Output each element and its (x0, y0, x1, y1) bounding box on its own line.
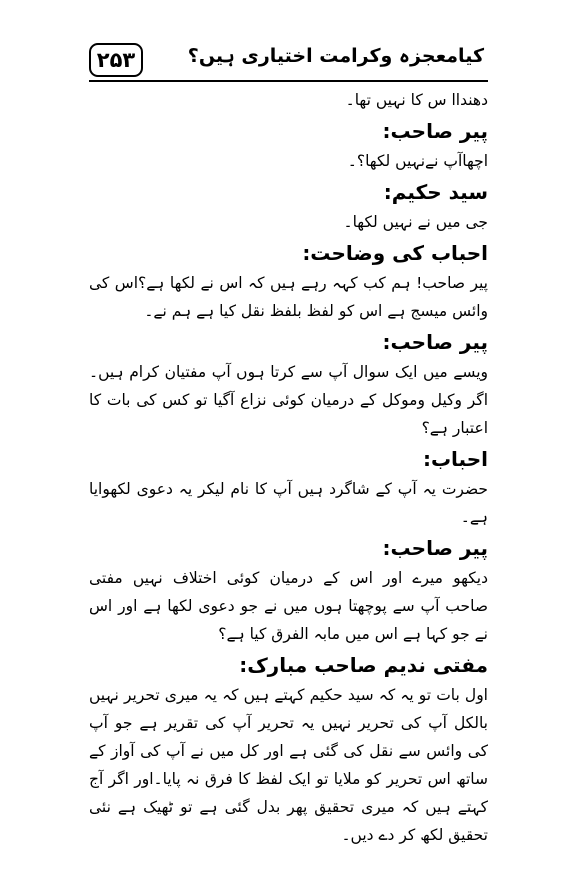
paragraph: اول بات تو یہ کہ سید حکیم کہتے ہیں کہ یہ میری تحریر نہیں بالکل آپ کی تحریر نہیں یہ تحریر آپ کی تقریر ہے جو آپ کی وائس سے نقل کی گئی ہے اور کل میں نے آپ کی آواز کے ساتھ اس تحریر کو ملایا تو ایک لفظ کا فرق نہ پایا۔اور اگر آج کہتے ہیں کہ میری تحقیق پھر بدل گئی ہے تو ٹھیک ہے نئی تحقیق لکھ کر دے دیں۔ (89, 686, 488, 844)
running-title: کیامعجزہ وکرامت اختیاری ہیں؟ (187, 45, 484, 67)
paragraph: دھنداا س کا نہیں تھا۔ (345, 91, 488, 109)
page-body (89, 86, 488, 849)
paragraph: حضرت یہ آپ کے شاگرد ہیں آپ کا نام لیکر یہ دعوی لکھوایا ہے۔ (89, 480, 488, 526)
paragraph: دیکھو میرے اور اس کے درمیان کوئی اختلاف نہیں مفتی صاحب آپ سے پوچھتا ہوں میں نے جو دعوی لکھا ہے اور اس نے جو کہا ہے اس میں مابہ الفرق کیا ہے؟ (89, 569, 488, 643)
speaker-heading: پیر صاحب: (382, 119, 488, 143)
speaker-heading: پیر صاحب: (382, 536, 488, 560)
paragraph: پیر صاحب! ہم کب کہہ رہے ہیں کہ اس نے لکھا ہے؟اس کی وائس میسج ہے اس کو لفظ بلفظ نقل کیا ہے ہم نے۔ (89, 274, 488, 320)
speaker-heading: سید حکیم: (383, 180, 488, 204)
speaker-heading: احباب: (422, 447, 488, 471)
speaker-heading: پیر صاحب: (382, 330, 488, 354)
speaker-heading: مفتی ندیم صاحب مبارک: (239, 653, 488, 677)
page-number: ۲۵۳ (89, 43, 143, 77)
speaker-heading: احباب کی وضاحت: (302, 241, 488, 265)
paragraph: اچھاآپ نےنہیں لکھا؟۔ (347, 152, 488, 170)
paragraph: ویسے میں ایک سوال آپ سے کرتا ہوں آپ مفتیان کرام ہیں۔اگر وکیل وموکل کے درمیان کوئی نزاع آگیا تو کس کی بات کا اعتبار ہے؟ (89, 363, 488, 437)
header-rule (89, 80, 488, 82)
paragraph: جی میں نے نہیں لکھا۔ (343, 213, 488, 231)
